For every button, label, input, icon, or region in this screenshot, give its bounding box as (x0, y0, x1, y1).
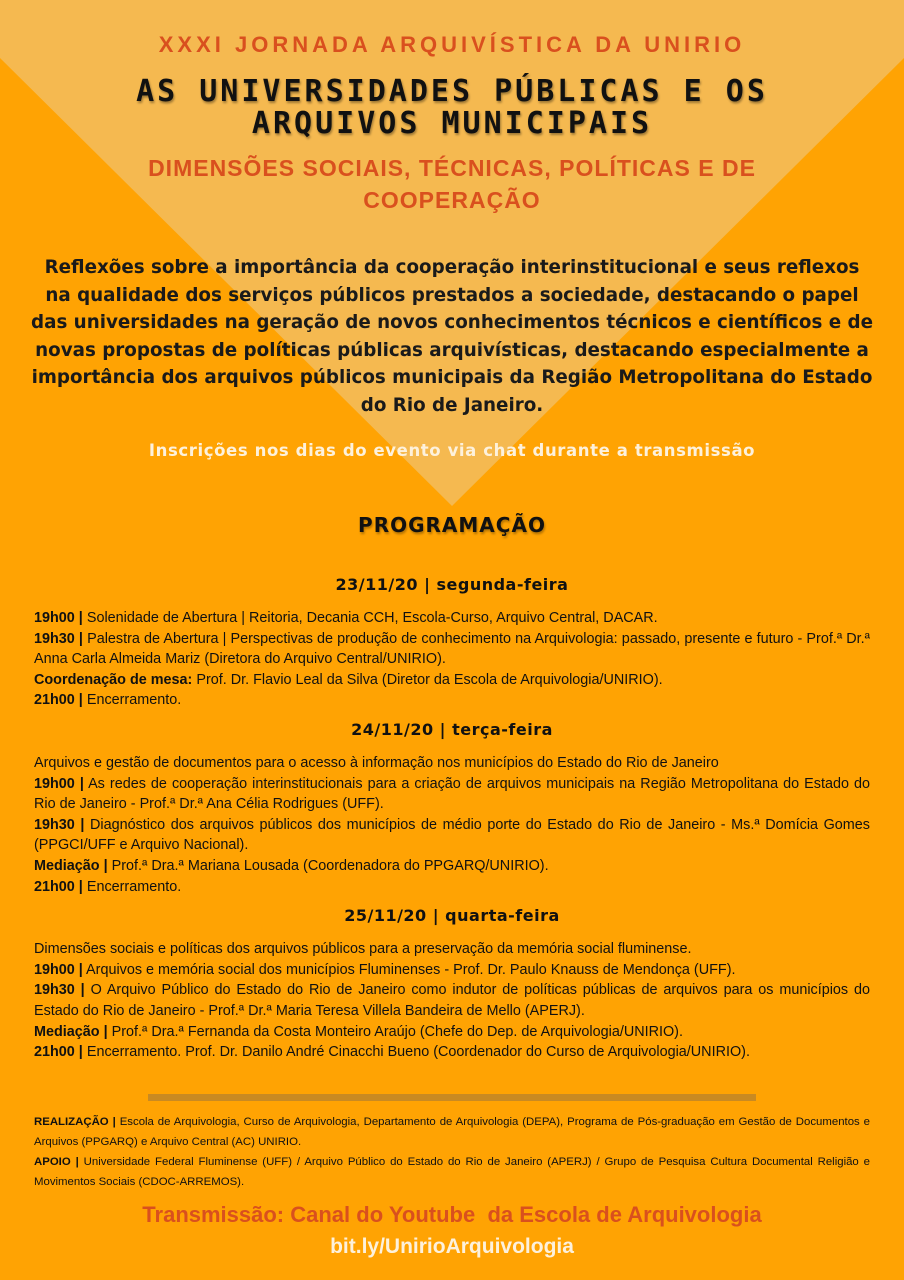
realizacao (34, 1112, 870, 1152)
program-title: PROGRAMAÇÃO (358, 513, 546, 537)
item-text: Encerramento. Prof. Dr. Danilo André Cinacchi Bueno (Coordenador do Curso de Arquivologia/UNIRIO). (82, 1044, 750, 1061)
item-text: Encerramento. (82, 878, 182, 895)
title-line: AS UNIVERSIDADES PÚBLICAS E OS (136, 74, 768, 109)
day-block (34, 903, 870, 1063)
apoio (34, 1152, 870, 1192)
schedule-item (34, 980, 870, 1021)
item-text: Palestra de Abertura | Perspectivas de produção de conhecimento na Arquivologia: passado, presente e futuro - Prof.ª Dr.ª Anna Carla Almeida Mariz (Diretora do Arquivo Central/UNIRIO). (34, 630, 870, 668)
schedule-item (34, 856, 870, 877)
schedule-item (34, 690, 870, 711)
subtitle-line: DIMENSÕES SOCIAIS, TÉCNICAS, POLÍTICAS E DE (148, 155, 756, 181)
schedule-item (34, 629, 870, 670)
item-label: 19h30 | (34, 816, 85, 833)
divider (148, 1094, 756, 1101)
title-line: ARQUIVOS MUNICIPAIS (251, 106, 653, 141)
day-block (34, 717, 870, 897)
item-label: 19h00 | (34, 610, 83, 626)
schedule-item (34, 608, 870, 629)
item-label: Mediação | (34, 1023, 108, 1040)
day-block (34, 572, 870, 711)
item-text: Prof.ª Dra.ª Mariana Lousada (Coordenadora do PPGARQ/UNIRIO). (107, 857, 549, 874)
item-label: 19h30 | (34, 630, 83, 647)
item-text: Arquivos e gestão de documentos para o acesso à informação nos municípios do Estado do Rio de Janeiro (34, 754, 719, 771)
intro-text: Reflexões sobre a importância da cooperação interinstitucional e seus reflexos na qualidade dos serviços públicos prestados a sociedade, destacando o papel das universidades na geração de novos conhecimentos técnicos e científicos e de novas propostas de políticas públicas arquivísticas, destacando especialmente a importância dos arquivos públicos municipais da Região Metropolitana do Estado do Rio de Janeiro. (31, 257, 873, 416)
item-text: Dimensões sociais e políticas dos arquivos públicos para a preservação da memória social fluminense. (34, 941, 692, 958)
item-text: As redes de cooperação interinstitucionais para a criação de arquivos municipais na Região Metropolitana do Estado do Rio de Janeiro - Prof.ª Dr.ª Ana Célia Rodrigues (UFF). (34, 775, 870, 813)
day-heading: 24/11/20 | terça-feira (351, 719, 553, 739)
registration-note: Inscrições nos dias do evento via chat durante a transmissão (148, 441, 756, 460)
schedule-item (34, 939, 870, 960)
schedule-item (34, 1022, 870, 1043)
item-text: Encerramento. (82, 692, 182, 709)
schedule-item (34, 670, 870, 691)
item-label: 21h00 | (34, 878, 83, 895)
realizacao-text: Escola de Arquivologia, Curso de Arquivologia, Departamento de Arquivologia (DEPA), Programa de Pós-graduação em Gestão de Documentos e Arquivos (PPGARQ) e Arquivo Central (AC) UNIRIO. (34, 1116, 870, 1148)
item-text: Arquivos e memória social dos municípios Fluminenses - Prof. Dr. Paulo Knauss de Mendonça (UFF). (82, 961, 736, 978)
event-subtitle (0, 152, 904, 216)
schedule-item (34, 960, 870, 981)
item-text: Diagnóstico dos arquivos públicos dos municípios de médio porte do Estado do Rio de Janeiro - Ms.ª Domícia Gomes (PPGCI/UFF e Arquivo Nacional). (34, 816, 870, 854)
apoio-text: Universidade Federal Fluminense (UFF) / Arquivo Público do Estado do Rio de Janeiro (APERJ) / Grupo de Pesquisa Cultura Documental Religião e Movimentos Sociais (CDOC-ARREMOS). (34, 1156, 870, 1188)
apoio-label: APOIO | (34, 1156, 79, 1168)
item-text: Solenidade de Abertura | Reitoria, Decania CCH, Escola-Curso, Arquivo Central, DACAR. (82, 610, 658, 626)
event-title (0, 76, 904, 140)
item-text: Prof. Dr. Flavio Leal da Silva (Diretor da Escola de Arquivologia/UNIRIO). (192, 671, 663, 688)
item-label: 21h00 | (34, 1044, 83, 1061)
item-label: Coordenação de mesa: (34, 671, 193, 688)
item-label: Mediação | (34, 857, 108, 874)
item-label: 21h00 | (34, 692, 83, 709)
item-label: 19h30 | (34, 982, 85, 999)
subtitle-line: COOPERAÇÃO (363, 187, 541, 213)
event-kicker: XXXI JORNADA ARQUIVÍSTICA DA UNIRIO (158, 32, 746, 57)
item-label: 19h00 | (34, 961, 83, 978)
schedule (34, 572, 870, 1069)
schedule-item (34, 753, 870, 774)
item-text: O Arquivo Público do Estado do Rio de Janeiro como indutor de políticas públicas de arquivos para os municípios do Estado do Rio de Janeiro - Prof.ª Dr.ª Maria Teresa Villela Bandeira de Mello (APERJ). (34, 982, 870, 1019)
schedule-item (34, 877, 870, 898)
item-text: Prof.ª Dra.ª Fernanda da Costa Monteiro Araújo (Chefe do Dep. de Arquivologia/UNIRIO). (107, 1023, 683, 1040)
schedule-item (34, 815, 870, 856)
day-heading: 25/11/20 | quarta-feira (344, 906, 560, 926)
schedule-item (34, 1042, 870, 1063)
schedule-item (34, 774, 870, 815)
transmission-info: Transmissão: Canal do Youtube da Escola de Arquivologia (142, 1202, 762, 1227)
youtube-link[interactable]: bit.ly/UnirioArquivologia (330, 1235, 574, 1258)
realizacao-label: REALIZAÇÃO | (34, 1116, 116, 1128)
day-heading: 23/11/20 | segunda-feira (335, 575, 569, 594)
credits (34, 1112, 870, 1192)
item-label: 19h00 | (34, 775, 84, 792)
